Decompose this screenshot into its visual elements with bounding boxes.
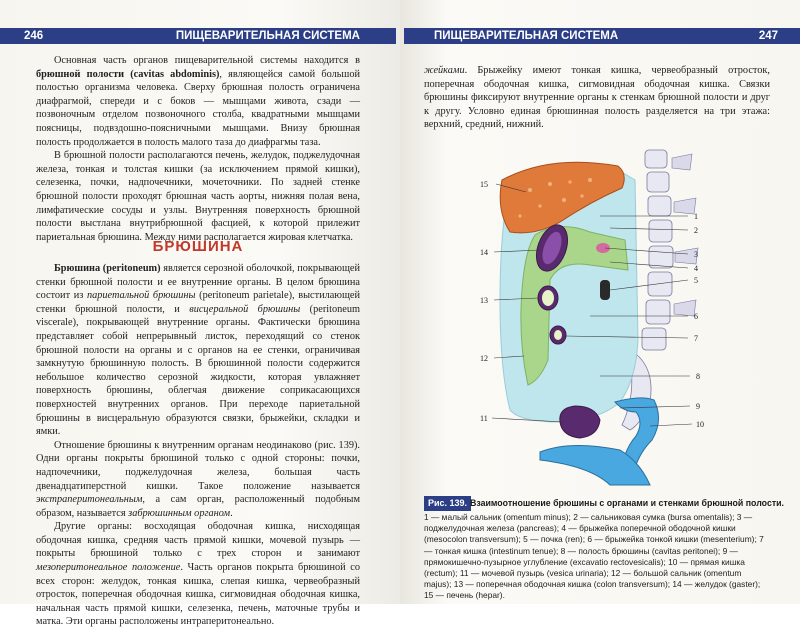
- fig-label-10: 10: [696, 420, 704, 429]
- paragraph-extraperitoneal: Отношение брюшины к внутренним органам неодинаково (рис. 139). Одни органы покрыты брюшиной только с одной стороны: почки, надпочечники, поджелудочная железа, большая часть двенадцатиперстной кишки. Такое положение называется экстраперитонеальным, а сам орган, расположенный подобным образом, называется забрюшинным органом.: [36, 439, 360, 519]
- figure-title: Взаимоотношение брюшины с органами и стенками брюшной полости.: [470, 498, 784, 508]
- right-text-block: [424, 64, 770, 132]
- fig-label-2: 2: [694, 226, 698, 235]
- fig-label-8: 8: [696, 372, 700, 381]
- page-number-right: 247: [758, 30, 778, 42]
- fig-label-12: 12: [480, 354, 488, 363]
- right-running-header: [404, 28, 800, 44]
- urinary-bladder: [560, 406, 600, 438]
- figure-legend: 1 — малый сальник (omentum minus); 2 — сальниковая сумка (bursa omentalis); 3 — поджелудочная железа (pancreas); 4 — брыжейка поперечной ободочной кишки (mesocolon transversum); 5 — почка (ren); 6 — брыжейка тонкой кишки (mesenterium); 7 — тонкая кишка (intestinum tenue); 8 — полость брюшины (cavitas peritonei); 9 — прямокишечно-пузырное углубление (excavatio rectovesicalis); 10 — прямая кишка (rectum); 11 — мочевой пузырь (vesica urinaria); 12 — большой сальник (omentum majus); 13 — поперечная ободочная кишка (colon transversum); 14 — желудок (gaster); 15 — печень (hepar).: [424, 512, 764, 601]
- left-running-header: [0, 28, 396, 44]
- fig-label-5: 5: [694, 276, 698, 285]
- fig-label-13: 13: [480, 296, 488, 305]
- left-text-block-1: [36, 54, 360, 244]
- anatomy-figure-139: [440, 140, 770, 495]
- kidney: [600, 280, 610, 300]
- paragraph-mesentery: жейками. Брыжейку имеют тонкая кишка, червеобразный отросток, поперечная ободочная кишка, сигмовидная ободочная кишка. Связки брюшины фиксируют внутренние органы к стенкам брюшной полости и друг к другу. Условно единая брюшинная полость разделяется на три этажа: верхний, средний, нижний.: [424, 65, 770, 131]
- fig-label-1: 1: [694, 212, 698, 221]
- fig-label-15: 15: [480, 180, 488, 189]
- left-text-block-2: [36, 262, 360, 629]
- section-heading: БРЮШИНА: [152, 238, 244, 255]
- figure-caption: [424, 496, 784, 511]
- running-title-left: ПИЩЕВАРИТЕЛЬНАЯ СИСТЕМА: [175, 30, 360, 42]
- paragraph-organs-in-cavity: В брюшной полости располагаются печень, желудок, поджелудочная железа, тонкая и толстая кишки (за исключением прямой кишки), селезенка, почки, надпочечники, мочеточники. По задней стенке брюшной полости проходят брюшная часть аорты, нижняя полая вена, лимфатические сосуды и узлы. Внутренняя поверхность брюшной полости выстлана внутрибрюшной фасцией, к которой прилежит париетальная брюшина. Между ними располагается жировая клетчатка.: [36, 150, 360, 243]
- paragraph-mesoperitoneal: Другие органы: восходящая ободочная кишка, нисходящая ободочная кишка, средняя часть прямой кишки, мочевой пузырь — покрыты брюшиной только с трех сторон и занимают мезоперитонеальное положение. Часть органов покрыта брюшиной со всех сторон: желудок, тонкая кишка, слепая кишка, червеобразный отросток, поперечная ободочная кишка, сигмовидная ободочная кишка, начальная часть прямой кишки, селезенка, печень, маточные трубы и матка. Эти органы расположены интраперитонеально.: [36, 521, 360, 628]
- page-number-left: 246: [24, 30, 44, 42]
- fig-label-9: 9: [696, 402, 700, 411]
- fig-label-4: 4: [694, 264, 698, 273]
- left-page: [0, 0, 400, 628]
- figure-number-badge: Рис. 139.: [424, 496, 471, 511]
- fig-label-3: 3: [694, 250, 698, 259]
- paragraph-peritoneum: Брюшина (peritoneum) является серозной оболочкой, покрывающей стенки брюшной полости и ее внутренние органы. В целом брюшина состоит из париетальной брюшины (peritoneum parietale), выстилающей стенки брюшной полости, и висцеральной брюшины (peritoneum viscerale), покрывающей внутренние органы. Фактически брюшина представляет собой непрерывный листок, переходящий со стенок брюшной полости на органы и с органов на ее стенки, ограничивая замкнутую брюшинную полость. В брюшинной полости содержится небольшое количество серозной жидкости, которая увлажняет поверхность брюшины, облегчая движение соприкасающихся поверхностей внутренних органов. При переходе париетальной брюшины в висцеральную образуются связки, брыжейки, складки и ямки.: [36, 263, 361, 438]
- fig-label-6: 6: [694, 312, 698, 321]
- fig-label-14: 14: [480, 248, 488, 257]
- fig-label-7: 7: [694, 334, 698, 343]
- running-title-right: ПИЩЕВАРИТЕЛЬНАЯ СИСТЕМА: [434, 30, 619, 42]
- paragraph-body-cavity: Основная часть органов пищеварительной системы находится в брюшной полости (cavitas abdominis), являющейся самой большой полостью организма человека. Сверху брюшная полость ограничена диафрагмой, спереди и с боков — мышцами живота, сзади — позвоночным отделом позвоночного столба, квадратными мышцами поясницы, подвздошно-поясничными мышцами. Внизу брюшная полость продолжается в полость малого таза до диафрагмы таза.: [36, 55, 360, 148]
- fig-label-11: 11: [480, 414, 488, 423]
